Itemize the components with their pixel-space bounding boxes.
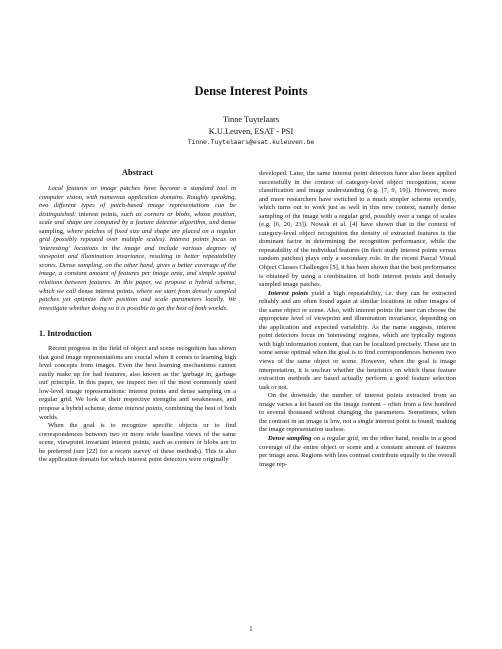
right-paragraph-2: Interest points yield a high repeatability, i.e. they can be extracted reliably and are often found again at similar locations in other images of the same object or scene. Also, with interest points the user can choose the appropriate level of viewpoint and illumination invariance, depending on the application and expected variability. As the name suggests, interest point detectors focus on 'interesting' regions, which are typically regions with high information content, that can be localized precisely. These are in some sense optimal when the goal is to find correspondences between two views of the same object or scene. However, when the goal is image interpretation, it is unclear whether the heuristics on which these feature extraction methods are based actually perform a good feature selection task or not. — [259, 289, 456, 391]
right-paragraph-4: Dense sampling on a regular grid, on the other hand, results in a good coverage of the entire object or scene and a constant amount of features per image area. Regions with less contrast contribute equally to the overall image rep- — [259, 434, 457, 468]
left-column — [39, 168, 236, 465]
right-paragraph-1: developed. Later, the same interest point detectors have also been applied successfully in the context of category-level object recognition, scene classification and image understanding (e.g. [7, 9, 19]). However, more and more researchers have switched to a much simpler scheme recently, which turns out to work just as well in this new context, namely dense sampling of the image with a regular grid, possibly over a range of scales (e.g. [6, 20, 23]). Nowak et al. [4] have shown that in the context of category-level object recognition the density of extracted features is the dominant factor in determining the recognition performance, while the repeatability of the individual features (in their study interest points versus random patches) plays only a secondary role. In the recent Pascal Visual Object Classes Challenges [5], it has been shown that the best performance is obtained by using a combination of both interest points and densely sampled image patches. — [259, 170, 456, 289]
page-number: 1 — [249, 626, 253, 633]
abstract-text: Local features or image patches have become a standard tool in computer vision, with numerous application domains. Roughly speaking, two different types of patch-based image representations can be distinguished: interest points, such as corners or blobs, whose position, scale and shape are computed by a feature detector algorithm, and dense sampling, where patches of fixed size and shape are placed on a regular grid (possibly repeated over multiple scales). Interest points focus on 'interesting' locations in the image and include various degrees of viewpoint and illumination invariance, resulting in better repeatability scores. Dense sampling, on the other hand, gives a better coverage of the image, a constant amount of features per image area, and simple spatial relations between features. In this paper, we propose a hybrid scheme, which we call dense interest points, where we start from densely sampled patches yet optimize their position and scale parameters locally. We investigate whether doing so it is possible to get the best of both worlds. — [39, 185, 237, 312]
intro-paragraph-2: When the goal is to recognize specific objects or to find correspondences between two or more wide baseline views of the same scene, viewpoint invariant interest points, such as corners or blobs are to be preferred (see [22] for a recent survey of these methods). This is also the application domain for which interest point detectors were originally — [39, 422, 236, 464]
paper-title: Dense Interest Points — [194, 84, 308, 98]
right-paragraph-3: On the downside, the number of interest points extracted from an image varies a lot based on the image content – often from a few hundred to several thousand without changing the parameters. Sometimes, when the contrast in an image is low, not a single interest point is found, making the image representation useless. — [259, 392, 456, 434]
author-email[interactable]: Tinne.Tuytelaars@esat.kuleuven.be — [187, 139, 315, 146]
abstract-heading: Abstract — [121, 168, 154, 177]
right-column — [259, 170, 456, 469]
author-block — [0, 114, 502, 149]
author-name: Tinne Tuytelaars — [222, 115, 280, 124]
intro-paragraph-1: Recent progress in the field of object and scene recognition has shown that good image representations are crucial when it comes to learning high level concepts from images. Even the best learning mechanisms cannot easily make up for bad features, also known as the 'garbage in, garbage out' principle. In this paper, we inspect two of the most commonly used low-level image representations: interest points and dense sampling on a regular grid. We look at their respective strengths and weaknesses, and propose a hybrid scheme, dense interest points, combining the best of both worlds. — [39, 345, 237, 421]
author-affiliation: K.U.Leuven, ESAT - PSI — [208, 126, 294, 136]
section-heading-introduction: 1. Introduction — [39, 329, 92, 339]
